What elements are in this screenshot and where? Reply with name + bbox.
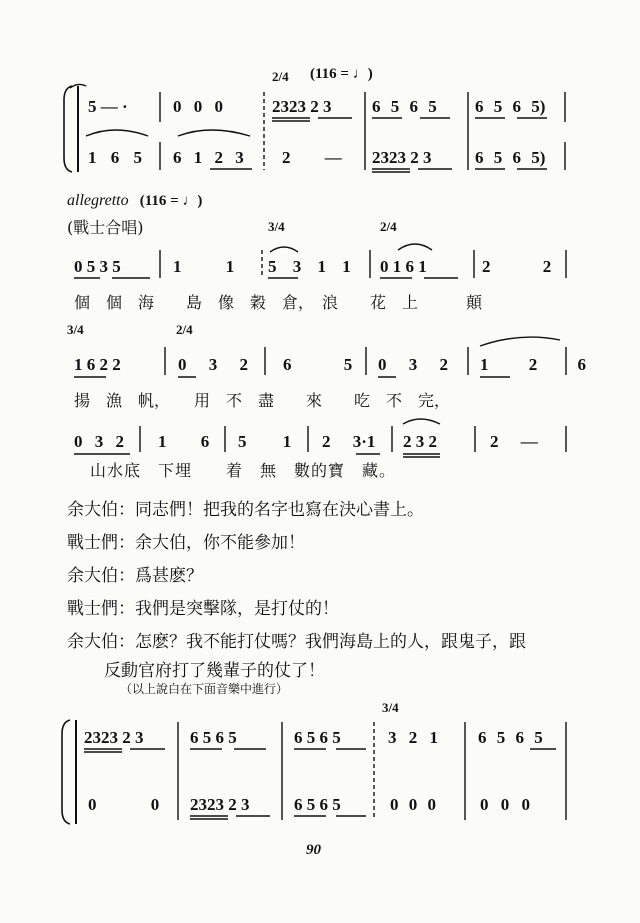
time-signature: 3/4 [67, 322, 84, 337]
notes-l2-m1: 1 6 2 2 [74, 355, 121, 374]
system-bracket [64, 86, 72, 172]
speaker: 戰士們： [67, 599, 135, 619]
notes-s1-lower-m5: 6 5 6 5) [475, 148, 546, 167]
tempo-word: allegretto [67, 192, 129, 209]
chorus-label: (戰士合唱) [67, 218, 144, 237]
notes-l1-m1: 0 5 3 5 [74, 257, 121, 276]
speech: 同志們！把我的名字也寫在決心書上。 [135, 500, 424, 520]
notes-s2-upper-m5: 6 5 6 5 [478, 728, 543, 747]
stage-direction: （以上說白在下面音樂中進行） [120, 682, 289, 696]
system-bracket [62, 720, 70, 824]
notes-l3-m5: 2 3 2 [403, 432, 437, 451]
speech: 我們是突擊隊，是打仗的！ [135, 599, 339, 619]
notes-l3-m3: 5 1 [238, 432, 292, 451]
time-signature: 2/4 [176, 322, 193, 337]
notes-s2-lower-m1: 0 0 [88, 795, 160, 814]
notes-s2-upper-m3: 6 5 6 5 [294, 728, 341, 747]
notes-l2-m2: 0 3 2 [178, 355, 248, 374]
speech: 余大伯，你不能參加！ [135, 533, 305, 553]
notes-s1-upper-m4: 6 5 6 5 [372, 97, 437, 116]
page-number: 90 [306, 842, 321, 858]
speech: 反動官府打了幾輩子的仗了！ [104, 661, 325, 681]
notes-l1-m5: 2 2 [482, 257, 552, 276]
notes-l1-m2: 1 1 [173, 257, 235, 276]
notes-s1-upper-m1: 5 — · [88, 97, 128, 116]
speaker: 戰士們： [67, 533, 135, 553]
notes-s1-upper-m5: 6 5 6 5) [475, 97, 546, 116]
notes-l1-m4: 0 1 6 1 [380, 257, 427, 276]
notes-s2-upper-m2: 6 5 6 5 [190, 728, 237, 747]
notes-s2-lower-m2: 2323 2 3 [190, 795, 250, 814]
notes-l3-m4: 2 3·1 [322, 432, 376, 451]
notes-l3-m1: 0 3 2 [74, 432, 124, 451]
time-signature: 3/4 [268, 219, 285, 234]
notes-l2-m5: 1 2 6 [480, 355, 586, 374]
notes-s2-lower-m3: 6 5 6 5 [294, 795, 341, 814]
time-signature: 2/4 [380, 219, 397, 234]
speech: 爲甚麽？ [135, 566, 203, 586]
speaker: 余大伯： [67, 566, 135, 586]
notes-s1-lower-m4: 2323 2 3 [372, 148, 432, 167]
lyrics-l1: 個 個 海 島 像 穀 倉， 浪 花 上 顛 [74, 293, 483, 312]
tempo-marking: (116 = ♩) [310, 66, 373, 82]
time-signature: 3/4 [382, 700, 399, 715]
tempo-value: (116 = ♩) [139, 193, 203, 209]
notes-l1-m3: 5 3 1 1 [268, 257, 351, 276]
notes-l2-m4: 0 3 2 [378, 355, 448, 374]
notes-l2-m3: 6 5 [283, 355, 353, 374]
notes-s2-lower-m5: 0 0 0 [480, 795, 530, 814]
notes-s2-upper-m1: 2323 2 3 [84, 728, 144, 747]
speaker: 余大伯： [67, 632, 135, 652]
time-signature: 2/4 [272, 69, 289, 84]
notes-l3-m6: 2 — [490, 432, 538, 451]
lyrics-l2: 揚 漁 帆， 用 不 盡 來 吃 不 完， [74, 391, 451, 410]
speech: 怎麽？我不能打仗嗎？我們海島上的人，跟鬼子，跟 [135, 632, 526, 652]
notes-s1-lower-m1: 1 6 5 [88, 148, 142, 167]
notes-s2-upper-m4: 3 2 1 [388, 728, 438, 747]
notes-s1-lower-m2: 6 1 2 3 [173, 148, 244, 167]
lyrics-l3: 山水底 下埋 着 無 數的寶 藏。 [90, 461, 397, 480]
notes-s2-lower-m4: 0 0 0 [390, 795, 436, 814]
notes-l3-m2: 1 6 [158, 432, 210, 451]
notes-s1-upper-m3: 2323 2 3 [272, 97, 332, 116]
speaker: 余大伯： [67, 500, 135, 520]
notes-s1-upper-m2: 0 0 0 [173, 97, 223, 116]
notes-s1-lower-m3: 2 — [282, 148, 342, 167]
